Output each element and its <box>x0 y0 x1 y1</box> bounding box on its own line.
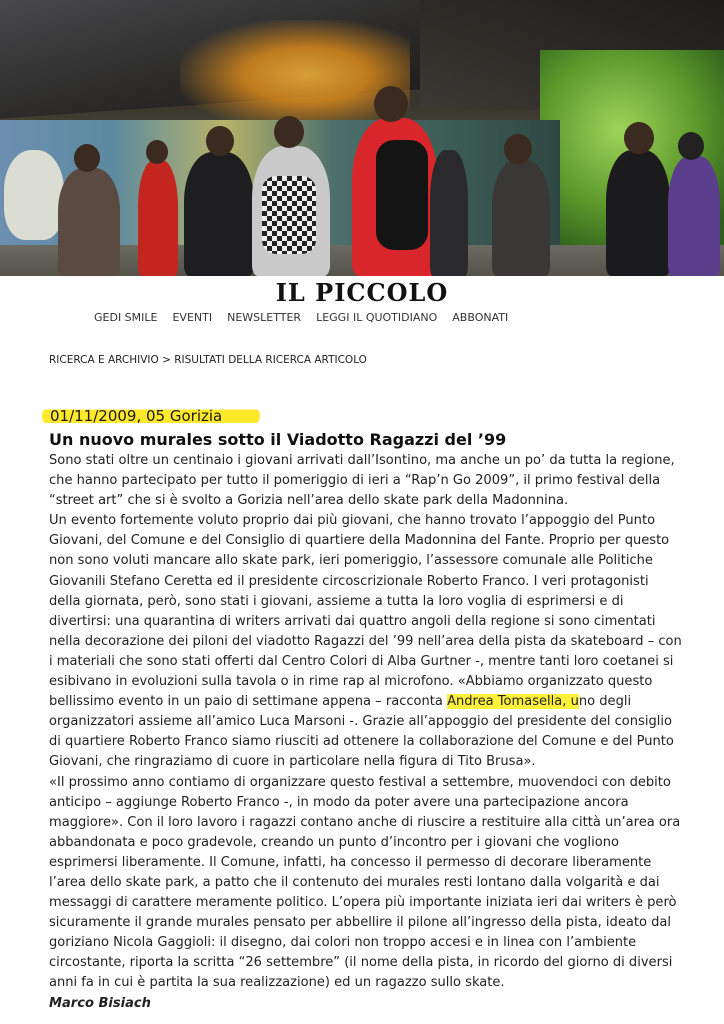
article-author: Marco Bisiach <box>49 995 151 1011</box>
person-head <box>274 116 304 148</box>
person <box>668 156 720 276</box>
person-head <box>74 144 100 172</box>
person <box>58 168 120 276</box>
graffiti-skull <box>4 150 64 240</box>
article-paragraph <box>49 511 683 772</box>
highlighted-name: Andrea Tomasella, u <box>447 694 579 710</box>
site-logo[interactable]: IL PICCOLO <box>275 278 449 307</box>
person-head <box>206 126 234 156</box>
article-date-section: 01/11/2009, 05 Gorizia <box>42 406 260 426</box>
person-head <box>678 132 704 160</box>
article-body <box>49 451 683 1014</box>
nav-item-newsletter[interactable]: NEWSLETTER <box>227 311 302 324</box>
person <box>606 150 670 276</box>
person-head <box>146 140 168 164</box>
article-title: Un nuovo murales sotto il Viadotto Ragazzi del ’99 <box>49 430 507 449</box>
nav-item-eventi[interactable]: EVENTI <box>172 311 213 324</box>
person <box>492 160 550 276</box>
black-backpack <box>376 140 428 250</box>
person <box>184 152 254 276</box>
hero-photo <box>0 0 724 276</box>
person-head <box>624 122 654 154</box>
nav-item-gedi-smile[interactable]: GEDI SMILE <box>94 311 158 324</box>
checkered-backpack <box>262 176 316 254</box>
article-paragraph: Sono stati oltre un centinaio i giovani arrivati dall’Isontino, ma anche un po’ da tutta la regione, che hanno partecipato per tutto il pomeriggio di ieri a “Rap’n Go 2009”, il primo festival della “street art” che si è svolto a Gorizia nell’area dello skate park della Madonnina. <box>49 453 675 509</box>
person-head <box>374 86 408 122</box>
paragraph-text: Un evento fortemente voluto proprio dai più giovani, che hanno trovato l’appoggio del Punto Giovani, del Comune e del Consiglio di quartiere della Madonnina del Fante. Proprio per questo non sono voluti mancare allo skate park, ieri pomeriggio, l’assessore comunale alle Politiche Giovanili Stefano Ceretta ed il presidente circoscrizionale Roberto Franco. I veri protagonisti della giornata, però, sono stati i giovani, assieme a tutta la loro voglia di esprimersi e di divertirsi: una quarantina di writers arrivati dai quattro angoli della regione si sono cimentati nella decorazione dei piloni del viadotto Ragazzi del ’99 nell’area della pista da skateboard – con i materiali che sono stati offerti dal Centro Colori di Alba Gurtner -, mentre tanti loro coetanei si esibivano in evoluzioni sulla tavola o in rime rap al microfono. «Abbiamo organizzato questo bellissimo evento in un paio di settimane appena – racconta <box>49 513 682 710</box>
nav-item-leggi-il-quotidiano[interactable]: LEGGI IL QUOTIDIANO <box>316 311 438 324</box>
person-head <box>504 134 532 164</box>
nav-item-abbonati[interactable]: ABBONATI <box>452 311 509 324</box>
person <box>138 160 178 276</box>
person <box>430 150 468 276</box>
paragraph-text: no degli organizzatori assieme all’amico Luca Marsoni -. Grazie all’appoggio del presidente del consiglio di quartiere Roberto Franco siamo riusciti ad ottenere la collaborazione del Comune e del Punto Giovani, che ringraziamo di cuore in particolare nella figura di Tito Brusa». <box>49 694 674 770</box>
main-nav <box>94 311 508 324</box>
breadcrumb[interactable]: RICERCA E ARCHIVIO > RISULTATI DELLA RICERCA ARTICOLO <box>49 354 367 366</box>
article-paragraph: «Il prossimo anno contiamo di organizzare questo festival a settembre, muovendoci con debito anticipo – aggiunge Roberto Franco -, in modo da poter avere una partecipazione ancora maggiore». Con il loro lavoro i ragazzi contano anche di riuscire a restituire alla città un’area ora abbandonata e poco gradevole, creando un punto d’incontro per i giovani che vogliono esprimersi liberamente. Il Comune, infatti, ha concesso il permesso di decorare liberamente l’area dello skate park, a patto che il contenuto dei murales resti lontano dalla volgarità e dai messaggi di carattere meramente politico. L’opera più importante iniziata ieri dai writers è però sicuramente il grande murales pensato per abbellire il pilone all’ingresso della pista, ideato dal goriziano Nicola Gaggioli: il disegno, dai colori non troppo accesi e in linea con l’ambiente circostante, riporta la scritta “26 settembre” (il nome della pista, in ricordo del giorno di diversi anni fa in cui è partita la sua realizzazione) ed un ragazzo sullo skate. <box>49 774 681 991</box>
